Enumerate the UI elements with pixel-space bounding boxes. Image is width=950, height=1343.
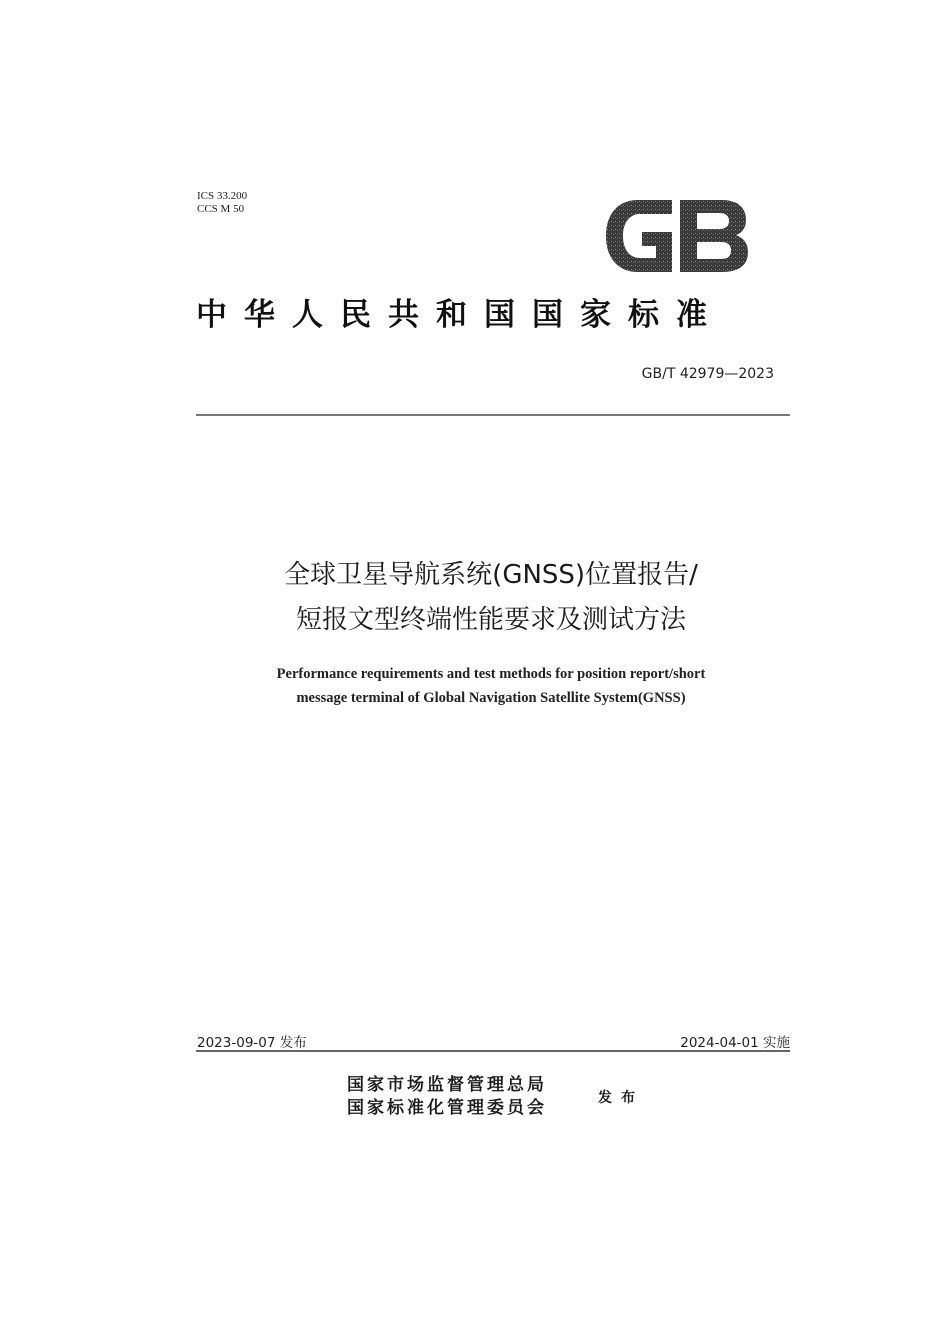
ics-code: ICS 33.200 — [197, 190, 248, 202]
ccs-code: CCS M 50 — [197, 203, 245, 215]
chinese-title-line-1: 全球卫星导航系统(GNSS)位置报告/ — [284, 560, 698, 590]
issuer-line-2: 国家标准化管理委员会 — [347, 1098, 547, 1118]
national-standard-heading: 中华人民共和国国家标准 — [196, 297, 724, 333]
publish-label: 发布 — [598, 1090, 644, 1106]
gb-logo — [602, 196, 752, 276]
issuing-authorities — [347, 1074, 547, 1120]
chinese-title-line-2: 短报文型终端性能要求及测试方法 — [295, 605, 686, 635]
logo-letter-b — [680, 200, 748, 272]
chinese-title — [96, 553, 886, 643]
bottom-divider — [196, 1050, 790, 1052]
issue-date: 2023-09-07 发布 — [197, 1035, 307, 1051]
logo-letter-g — [606, 200, 672, 272]
english-title-line-1: Performance requirements and test methods for position report/short — [276, 666, 706, 682]
standard-number: GB/T 42979—2023 — [641, 366, 774, 382]
implementation-date: 2024-04-01 实施 — [680, 1035, 790, 1051]
issuer-line-1: 国家市场监督管理总局 — [347, 1075, 547, 1095]
classification-codes — [197, 190, 247, 216]
english-title — [96, 662, 886, 710]
top-divider — [196, 414, 790, 416]
english-title-line-2: message terminal of Global Navigation Satellite System(GNSS) — [296, 690, 686, 706]
